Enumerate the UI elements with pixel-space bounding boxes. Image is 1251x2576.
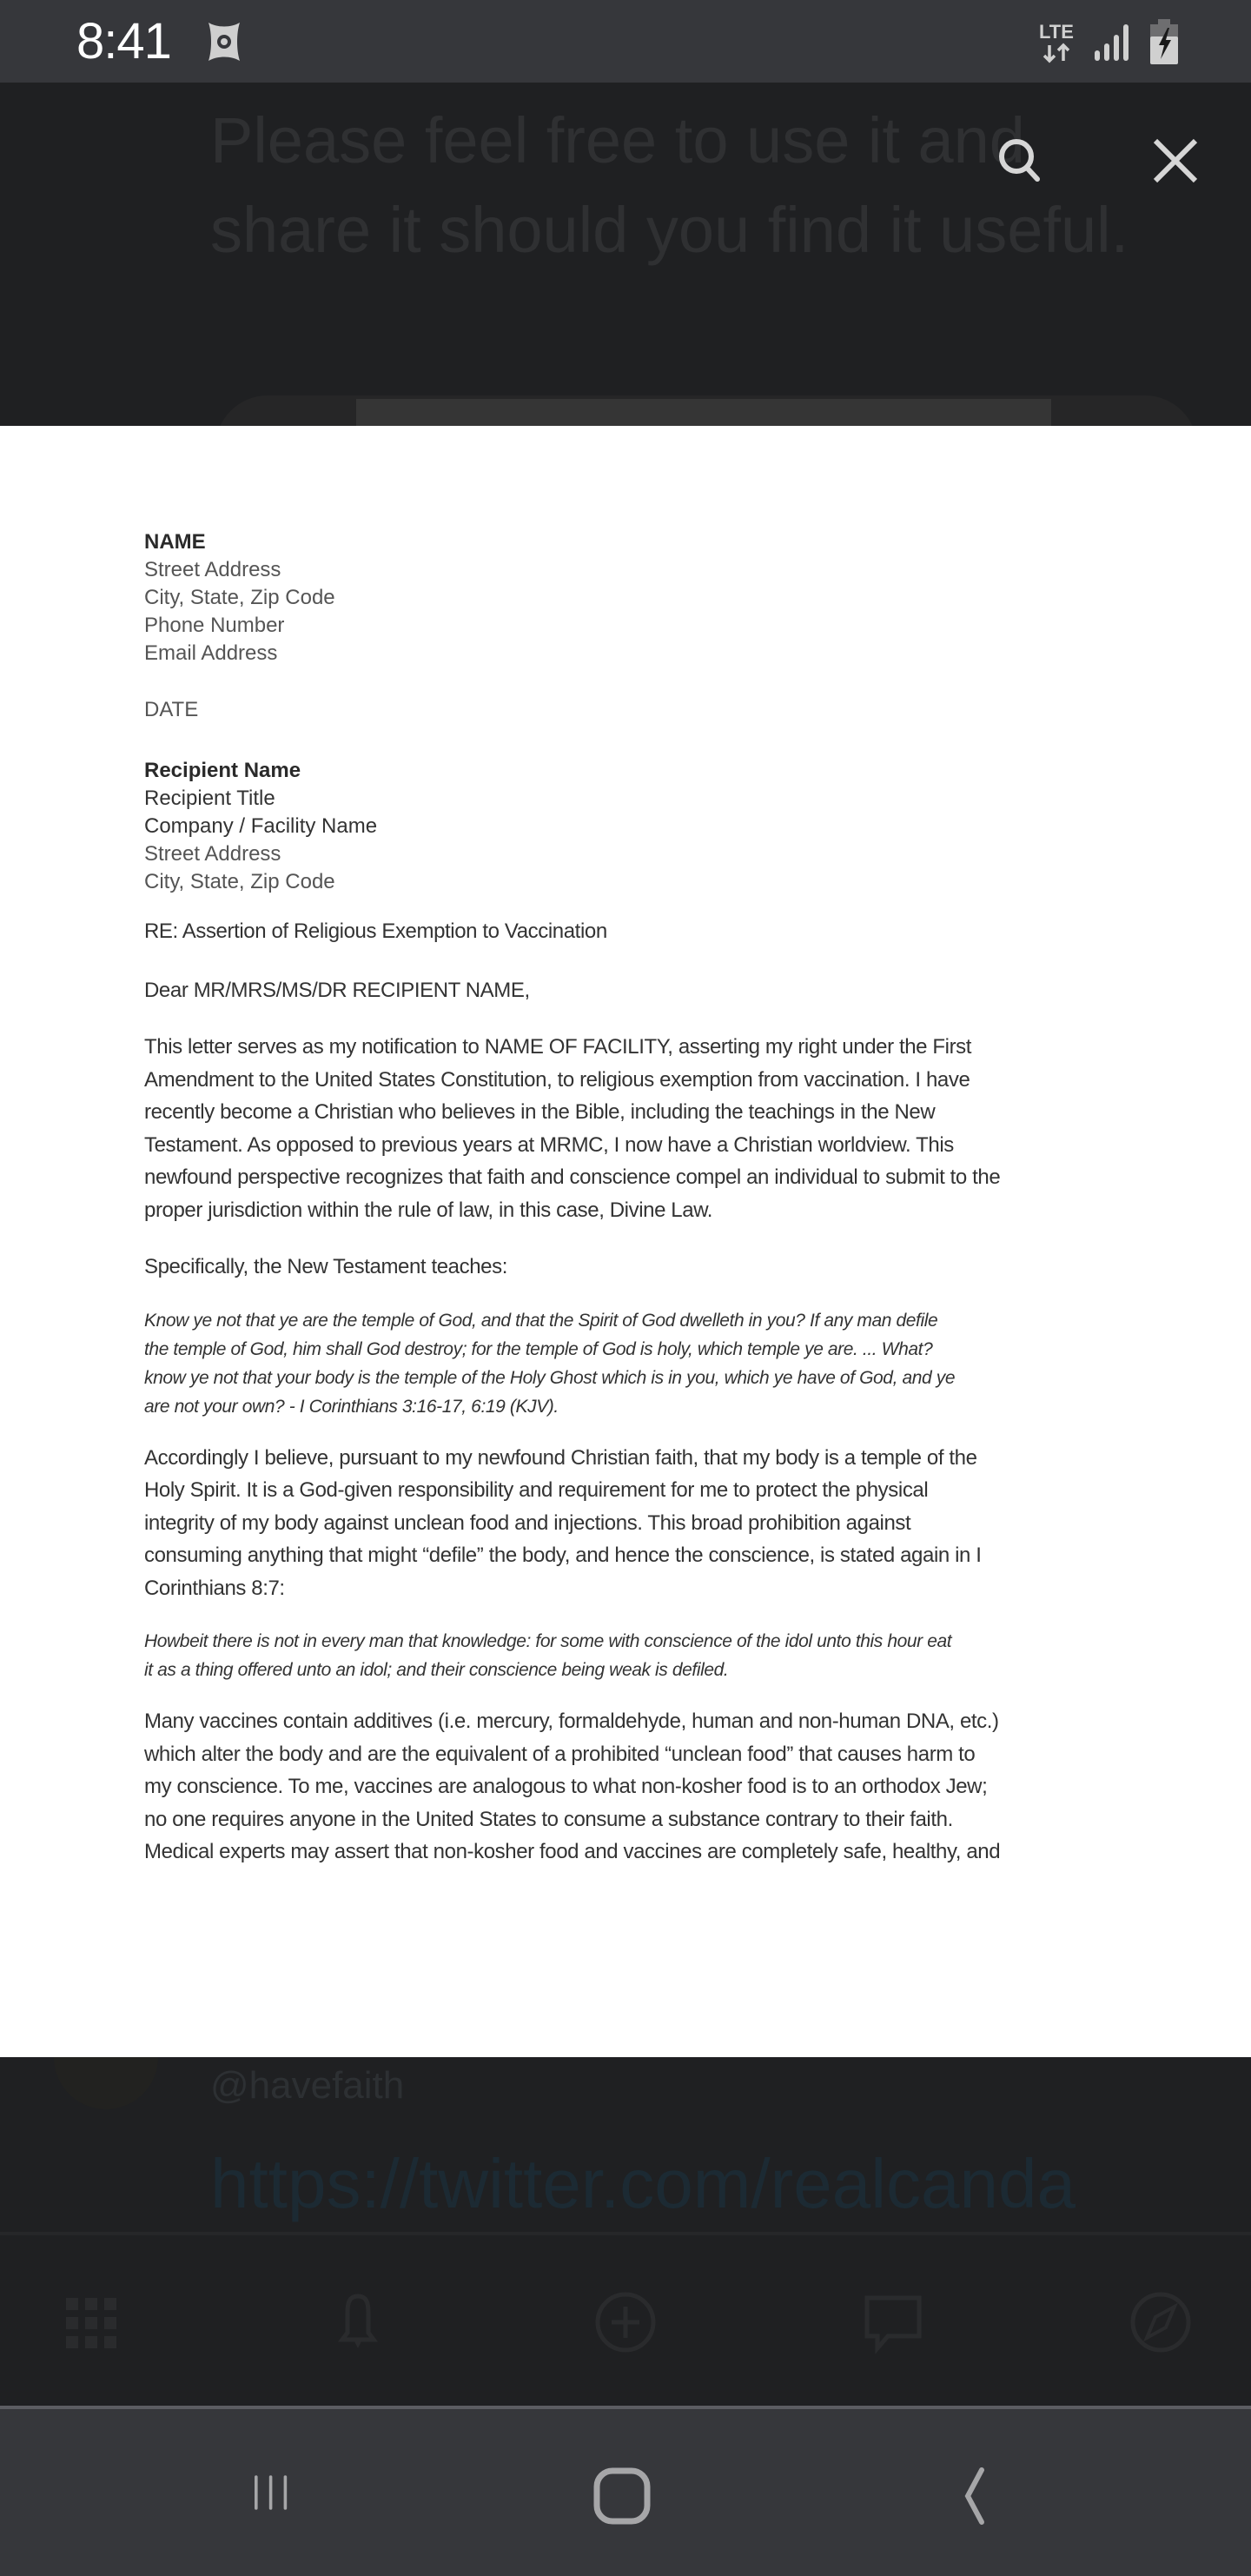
sender-name: NAME [144, 530, 206, 554]
recent-apps-icon [236, 2461, 306, 2531]
back-button[interactable] [938, 2461, 1008, 2531]
dimmed-post-footer [0, 2057, 1251, 2232]
document-image[interactable] [0, 426, 1251, 2057]
status-bar [0, 0, 1251, 83]
app-notification-icon [200, 17, 248, 66]
system-nav-bar [0, 2406, 1251, 2576]
recipient-block [144, 757, 1126, 896]
letter-subject: RE: Assertion of Religious Exemption to Vaccination [144, 920, 607, 943]
paragraph-3: Many vaccines contain additives (i.e. mercury, formaldehyde, human and non-human DNA, etc.) which alter the body and are the equivalent of a prohibited “unclean food” that causes harm to my conscience. To me, vaccines are analogous to what non-kosher food is to an orthodox Jew; no one requires anyone in the United States to consume a substance contrary to their faith. Medical experts may assert that non-kosher food and vaccines are completely safe, healthy, and [144, 1710, 1001, 1863]
battery-charging-icon [1148, 19, 1180, 64]
post-text: Please feel free to use it and share it should you find it useful. [210, 104, 1129, 266]
recipient-title: Recipient Title [144, 787, 275, 810]
dimmed-post-background [0, 83, 1251, 426]
nav-messages [858, 2287, 928, 2357]
sender-city: City, State, Zip Code [144, 586, 335, 609]
avatar [54, 2057, 158, 2109]
search-button[interactable] [990, 130, 1051, 191]
status-time: 8:41 [76, 13, 171, 70]
scripture-quote-1: Know ye not that ye are the temple of God, and that the Spirit of God dwelleth in you? If any man defile the temple of God, him shall God destroy; for the temple of God is holy, which temple ye are. ... What? know ye not that your body is the temple of the Holy Ghost which is in you, which ye have of God, and ye are not your own? - I Corinthians 3:16-17, 6:19 (KJV). [144, 1310, 956, 1417]
home-icon [587, 2461, 657, 2531]
close-button[interactable] [1145, 130, 1206, 191]
letter-document [144, 528, 1126, 1869]
paragraph-2: Accordingly I believe, pursuant to my newfound Christian faith, that my body is a temple of the Holy Spirit. It is a God-given responsibility and requirement for me to protect the physical integrity of my body against unclean food and injections. This broad prohibition against consuming anything that might “defile” the body, and hence the conscience, is stated again in I Corinthians 8:7: [144, 1445, 982, 1600]
grid-icon [59, 2287, 129, 2357]
nav-compose [591, 2287, 660, 2357]
quote-intro: Specifically, the New Testament teaches: [144, 1255, 507, 1278]
recipient-city: City, State, Zip Code [144, 870, 335, 893]
sender-block [144, 528, 1126, 667]
close-icon [1145, 130, 1206, 191]
compose-icon [591, 2287, 660, 2357]
letter-salutation: Dear MR/MRS/MS/DR RECIPIENT NAME, [144, 978, 530, 1002]
recent-apps-button[interactable] [236, 2461, 306, 2531]
recipient-company: Company / Facility Name [144, 814, 378, 838]
post-link: https://twitter.com/realcanda [210, 2145, 1076, 2222]
messages-icon [858, 2287, 928, 2357]
back-icon [938, 2461, 1008, 2531]
recipient-street: Street Address [144, 842, 281, 866]
bell-icon [323, 2287, 393, 2357]
letter-date: DATE [144, 698, 199, 721]
paragraph-1: This letter serves as my notification to NAME OF FACILITY, asserting my right under the First Amendment to the United States Constitution, to religious exemption from vaccination. I have recently become a Christian who believes in the Bible, including the teachings in the New Testament. As opposed to previous years at MRMC, I now have a Christian worldview. This newfound perspective recognizes that faith and conscience compel an individual to submit to the proper jurisdiction within the rule of law, in this case, Divine Law. [144, 1035, 1001, 1222]
nav-grid [59, 2287, 129, 2357]
lte-data-icon [1039, 19, 1077, 68]
scripture-quote-2: Howbeit there is not in every man that knowledge: for some with conscience of the idol unto this hour eat it as a thing offered unto an idol; and their conscience being weak is defiled. [144, 1631, 952, 1680]
signal-icon [1093, 21, 1133, 63]
sender-email: Email Address [144, 641, 278, 665]
sender-phone: Phone Number [144, 614, 285, 637]
home-button[interactable] [587, 2461, 657, 2531]
svg-text:LTE: LTE [1039, 21, 1074, 43]
nav-explore [1126, 2287, 1195, 2357]
post-card-image [356, 399, 1051, 426]
app-bottom-nav [0, 2232, 1251, 2409]
explore-compass-icon [1126, 2287, 1195, 2357]
nav-notifications [323, 2287, 393, 2357]
sender-street: Street Address [144, 558, 281, 581]
user-handle: @havefaith [210, 2064, 405, 2107]
search-icon [990, 130, 1051, 191]
recipient-name: Recipient Name [144, 759, 301, 782]
